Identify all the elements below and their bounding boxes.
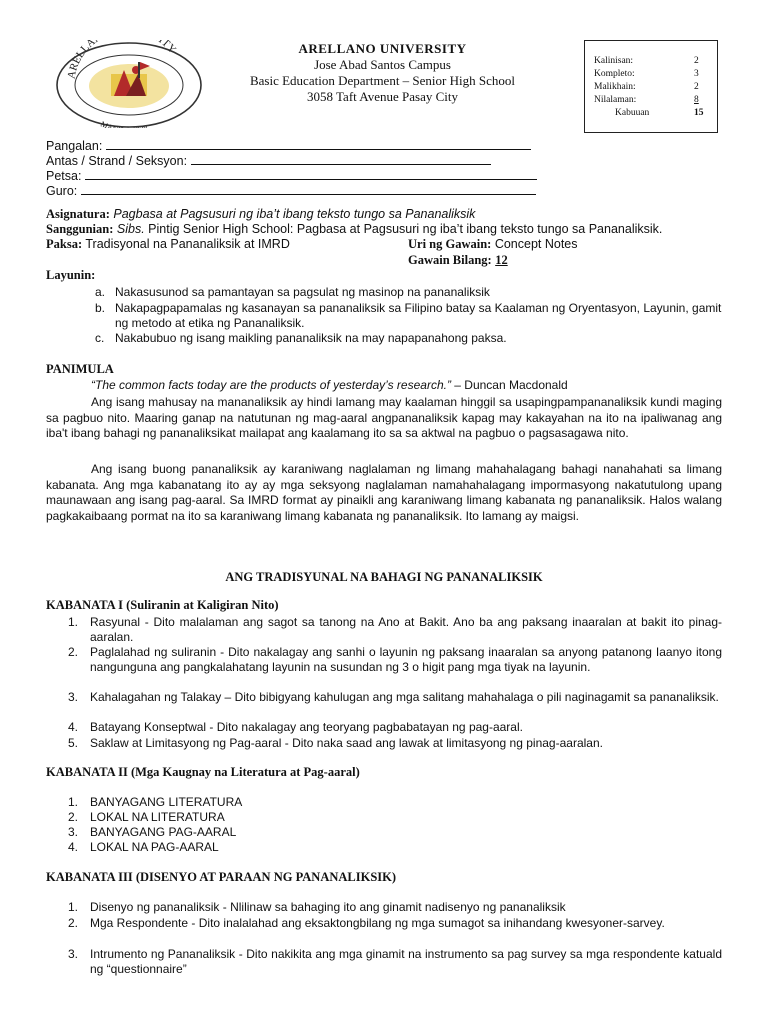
quote-text: “The common facts today are the products of yesterday’s research.” — [91, 378, 451, 392]
asignatura-value: Pagbasa at Pagsusuri ng iba’t ibang teksto tungo sa Pananaliksik — [113, 207, 476, 221]
kabanata-1-item — [68, 690, 722, 705]
gawain-line — [408, 253, 508, 268]
layunin-marker: c. — [95, 331, 105, 345]
list-number: 1. — [68, 795, 79, 809]
panimula-paragraph-2: Ang isang buong pananaliksik ay karaniwang naglalaman ng limang mahahalagang bahagi nanahahati sa limang kabanata. Ang mga kabanatang ito ay ay mga seksyong naglalaman namahahalagang impormasyong nakatutulong upang maunawaan ang isang pag-aaral. Sa IMRD format ay pinaikli ang karaniwang limang kabanata ng pananaliksik. Halos walang pagkakaibaang pormat na ito sa karaniwang limang kabanata ng pananaliksik. Ito lamang ay maigsi. — [46, 462, 722, 523]
list-text: LOKAL NA LITERATURA — [90, 810, 225, 824]
score-value: 3 — [694, 69, 699, 79]
field-line[interactable] — [106, 138, 531, 150]
list-text: Saklaw at Limitasyong ng Pag-aaral - Dito naka saad ang lawak at limitasyong ng pinag-aaralan. — [90, 736, 603, 750]
paksa-line — [46, 237, 290, 252]
paksa-label: Paksa: — [46, 237, 83, 251]
kabanata-1-heading: KABANATA I (Suliranin at Kaligiran Nito) — [46, 598, 279, 612]
sanggunian-line — [46, 222, 662, 237]
field-label: Antas / Strand / Seksyon: — [46, 154, 188, 168]
score-row — [594, 94, 712, 107]
list-number: 5. — [68, 736, 79, 750]
score-row — [594, 81, 712, 94]
layunin-item — [95, 285, 725, 300]
kabanata-2-item — [68, 825, 722, 840]
kabanata-1-item — [68, 720, 722, 735]
list-number: 3. — [68, 825, 79, 839]
field-label: Petsa: — [46, 169, 82, 183]
list-number: 3. — [68, 947, 79, 961]
address: 3058 Taft Avenue Pasay City — [307, 89, 458, 104]
panimula-quote-line — [91, 378, 568, 392]
university-name: ARELLANO UNIVERSITY — [298, 41, 467, 56]
list-text: Kahalagahan ng Talakay – Dito bibigyang kahulugan ang mga salitang mahahalaga o pili naginagamit sa pananaliksik. — [90, 690, 719, 704]
panimula-heading: PANIMULA — [46, 362, 114, 376]
paksa-value: Tradisyonal na Pananaliksik at IMRD — [82, 237, 290, 251]
kabanata-2-item — [68, 840, 722, 855]
kabanata-3-item — [68, 900, 722, 915]
field-guro — [46, 183, 536, 197]
kabanata-3-heading: KABANATA III (DISENYO AT PARAAN NG PANANALIKSIK) — [46, 870, 397, 884]
gawain-label: Gawain Bilang: — [408, 253, 492, 267]
list-number: 4. — [68, 840, 79, 854]
score-row — [594, 68, 712, 81]
list-number: 1. — [68, 615, 79, 629]
kabanata-2-item — [68, 810, 722, 825]
list-text: BANYAGANG LITERATURA — [90, 795, 243, 809]
list-text: Batayang Konseptwal - Dito nakalagay ang teoryang pagbabatayan ng pag-aaral. — [90, 720, 523, 734]
gawain-value: 12 — [495, 253, 508, 267]
uri-value: Concept Notes — [491, 237, 578, 251]
list-text: LOKAL NA PAG-AARAL — [90, 840, 219, 854]
sanggunian-sibs: Sibs. — [116, 222, 145, 236]
uri-line — [408, 237, 578, 252]
score-total-value: 15 — [694, 108, 704, 118]
list-text: Paglalahad ng suliranin - Dito nakalagay ang sanhi o layunin ng paksang inaaralan sa anyong patanong Iaanyo itong nangunguna ang pangkalahatang layunin na susundan ng 3 o higit pang mga tiyak na layunin. — [90, 645, 722, 674]
kabanata-3-item — [68, 947, 722, 976]
university-logo — [54, 40, 204, 128]
score-box — [584, 40, 718, 133]
list-number: 2. — [68, 645, 79, 659]
list-number: 1. — [68, 900, 79, 914]
layunin-item — [95, 301, 725, 330]
field-label: Guro: — [46, 184, 78, 198]
layunin-text: Nakapagpapamalas ng kasanayan sa pananaliksik sa Filipino batay sa Kaalaman ng Oryentasyon, Layunin, gamit ng metodo at etika ng Pananaliksik. — [115, 301, 722, 330]
kabanata-1-item — [68, 615, 722, 644]
field-line[interactable] — [85, 168, 537, 180]
score-value: 8 — [694, 95, 699, 105]
kabanata-1-item — [68, 736, 722, 751]
score-label: Kabuuan — [615, 108, 650, 118]
list-number: 3. — [68, 690, 79, 704]
list-text: Rasyunal - Dito malalaman ang sagot sa tanong na Ano at Bakit. Ano ba ang paksang inaaralan at bakit ito pinag-aaralan. — [90, 615, 722, 644]
score-value: 2 — [694, 82, 699, 92]
score-label: Kalinisan: — [594, 56, 634, 66]
score-label: Kompleto: — [594, 69, 635, 79]
kabanata-2-heading: KABANATA II (Mga Kaugnay na Literatura at Pag-aaral) — [46, 765, 360, 779]
field-label: Pangalan: — [46, 139, 103, 153]
logo-text-bottom: MA — [99, 119, 115, 128]
sanggunian-value: Pintig Senior High School: Pagbasa at Pagsusuri ng iba’t ibang teksto tungo sa Pananaliksik. — [144, 222, 663, 236]
list-number: 2. — [68, 916, 79, 930]
section-title: ANG TRADISYUNAL NA BAHAGI NG PANANALIKSIK — [225, 570, 543, 584]
score-row — [594, 55, 712, 68]
list-text: BANYAGANG PAG-AARAL — [90, 825, 237, 839]
list-text: Mga Respondente - Dito inalalahad ang eksaktongbilang ng mga sumagot sa inihandang kwesyoner-sarvey. — [90, 916, 665, 930]
score-label: Nilalaman: — [594, 95, 637, 105]
score-total-row — [594, 107, 712, 120]
layunin-marker: a. — [95, 285, 106, 299]
field-line[interactable] — [191, 153, 491, 165]
field-petsa — [46, 168, 537, 182]
list-text: Disenyo ng pananaliksik - Nlilinaw sa bahaging ito ang ginamit nadisenyo ng pananaliksik — [90, 900, 566, 914]
asignatura-label: Asignatura: — [46, 207, 110, 221]
list-number: 4. — [68, 720, 79, 734]
kabanata-2-item — [68, 795, 722, 810]
layunin-heading: Layunin: — [46, 268, 96, 282]
list-text: Intrumento ng Pananaliksik - Dito nakikita ang mga ginamit na instrumento sa pag survey sa mga respondente katuald ng “questionnaire” — [90, 947, 722, 976]
layunin-text: Nakabubuo ng isang maikling pananaliksik na may napapanahong paksa. — [115, 331, 507, 345]
campus-name: Jose Abad Santos Campus — [314, 57, 451, 72]
logo-text-top: ARELLA TY — [65, 40, 179, 80]
layunin-marker: b. — [95, 301, 106, 315]
quote-author: – Duncan Macdonald — [450, 378, 568, 392]
list-number: 2. — [68, 810, 79, 824]
uri-label: Uri ng Gawain: — [408, 237, 492, 251]
asignatura-line — [46, 207, 475, 222]
kabanata-3-item — [68, 916, 722, 931]
field-line[interactable] — [81, 183, 536, 195]
score-value: 2 — [694, 56, 699, 66]
field-pangalan — [46, 138, 531, 152]
field-antas — [46, 153, 491, 167]
panimula-paragraph-1: Ang isang mahusay na mananaliksik ay hindi lamang may kaalaman hinggil sa usapingpampananaliksik kundi maging sa pagbuo nito. Maaring ganap na natutunan ng mag-aaral angpananaliksik kapag may kakayahan na ito na ipaliwanag ang iba't ibang bahagi ng pananaliksikat mailapat ang kaalamang ito sa sa aktwal na pagbuo o pagsasagawa nito. — [46, 395, 722, 440]
score-label: Malikhain: — [594, 82, 636, 92]
department-name: Basic Education Department – Senior High School — [249, 73, 515, 88]
layunin-item — [95, 331, 725, 346]
sanggunian-label: Sanggunian: — [46, 222, 114, 236]
kabanata-1-item — [68, 645, 722, 674]
layunin-text: Nakasusunod sa pamantayan sa pagsulat ng masinop na pananaliksik — [115, 285, 490, 299]
